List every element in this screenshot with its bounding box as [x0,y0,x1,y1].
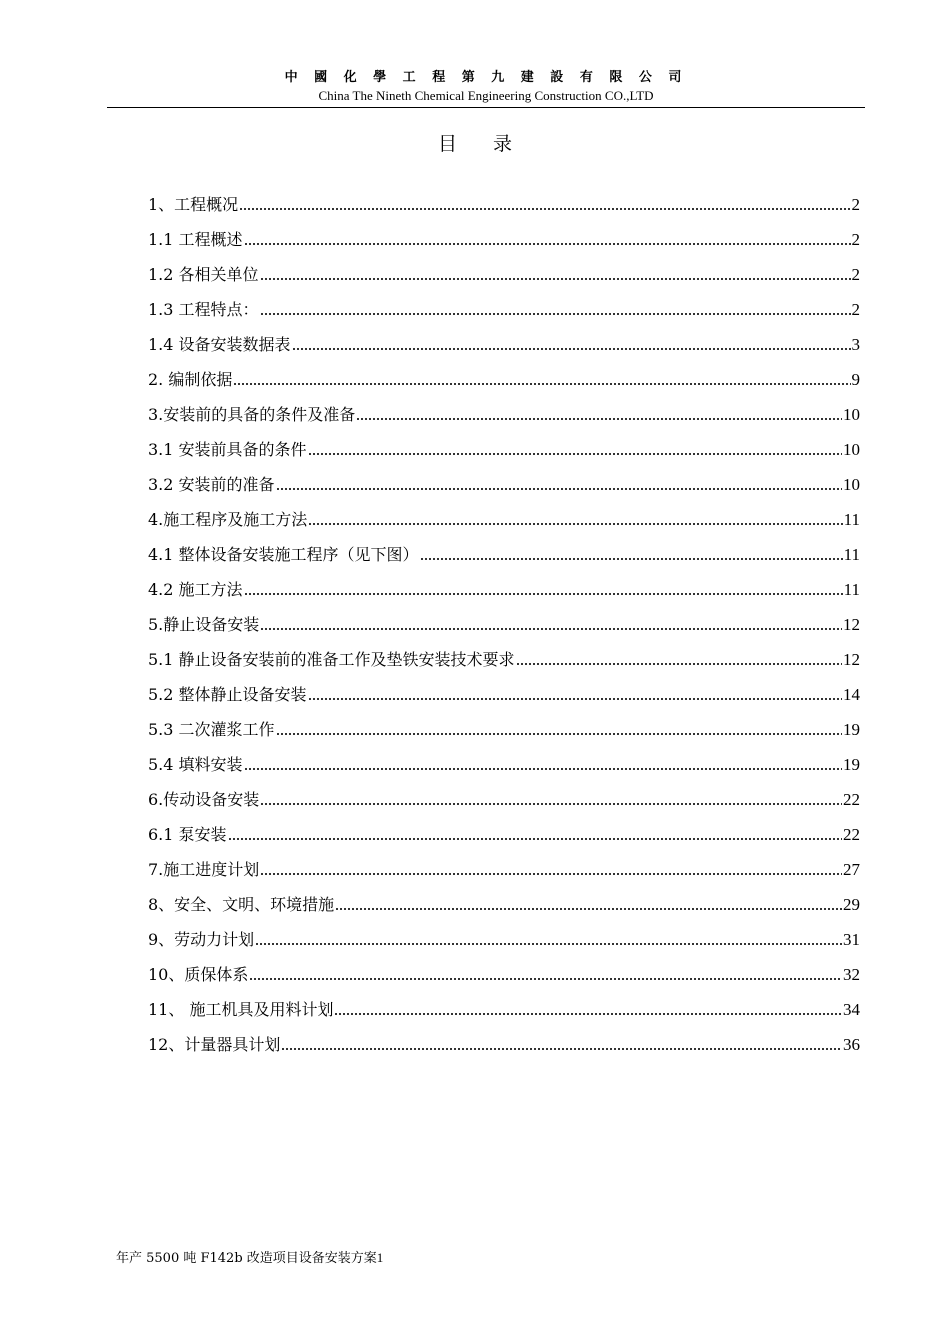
toc-entry-label: 2. 编制依据 [148,370,233,389]
toc-entry-label: 5.静止设备安装 [148,615,260,634]
toc-entry[interactable] [148,428,860,463]
toc-entry-page: 10 [843,475,860,494]
toc-entry-page: 10 [843,405,860,424]
toc-dot-leader [356,417,842,421]
toc-entry[interactable] [148,568,860,603]
company-name-en: China The Nineth Chemical Engineering Construction CO.,LTD [318,88,654,103]
toc-title: 目 录 [437,133,513,155]
toc-entry-label: 10、质保体系 [148,965,249,984]
footer-page-number: 1 [376,1250,384,1265]
toc-entry-label: 3.2 安装前的准备 [148,475,275,494]
toc-entry-page: 9 [851,370,860,389]
toc-dot-leader [244,767,842,771]
toc-entry[interactable] [148,813,860,848]
toc-entry[interactable] [148,673,860,708]
toc-entry-page: 22 [843,825,860,844]
toc-entry[interactable] [148,288,860,323]
toc-entry-page: 10 [843,440,860,459]
toc-entry-label: 4.施工程序及施工方法 [148,510,308,529]
toc-entry-page: 27 [843,860,860,879]
toc-entry[interactable] [148,778,860,813]
toc-entry[interactable] [148,358,860,393]
toc-entry[interactable] [148,953,860,988]
toc-entry-label: 5.1 静止设备安装前的准备工作及垫铁安装技术要求 [148,650,515,669]
toc-entry-label: 4.1 整体设备安装施工程序（见下图） [148,545,419,564]
toc-entry-page: 29 [843,895,860,914]
toc-entry-label: 7.施工进度计划 [148,860,260,879]
toc-entry-label: 6.1 泵安装 [148,825,227,844]
toc-entry-page: 3 [851,335,860,354]
toc-entry-page: 11 [843,545,860,564]
toc-entry-page: 2 [851,195,860,214]
toc-entry-page: 14 [843,685,860,704]
toc-entry[interactable] [148,708,860,743]
toc-entry[interactable] [148,883,860,918]
toc-entry[interactable] [148,533,860,568]
toc-entry[interactable] [148,183,860,218]
toc-dot-leader [233,382,850,386]
toc-entry-page: 34 [843,1000,860,1019]
toc-entry[interactable] [148,323,860,358]
toc-dot-leader [260,277,851,281]
toc-entry-label: 5.2 整体静止设备安装 [148,685,307,704]
toc-dot-leader [308,452,842,456]
toc-dot-leader [276,732,842,736]
toc-dot-leader [260,627,842,631]
toc-entry[interactable] [148,743,860,778]
toc-entry-label: 3.1 安装前具备的条件 [148,440,307,459]
toc-dot-leader [335,907,842,911]
toc-entry-page: 36 [843,1035,860,1054]
toc-entry[interactable] [148,218,860,253]
toc-entry-page: 32 [843,965,860,984]
toc-entry-label: 5.4 填料安装 [148,755,243,774]
toc-dot-leader [308,522,842,526]
table-of-contents [148,183,860,1058]
toc-entry[interactable] [148,1023,860,1058]
toc-entry[interactable] [148,848,860,883]
toc-entry-label: 8、安全、文明、环境措施 [148,895,335,914]
toc-entry[interactable] [148,253,860,288]
toc-entry-page: 12 [843,650,860,669]
toc-entry-label: 11、 施工机具及用料计划 [148,1000,334,1019]
page-header [107,66,865,108]
toc-entry[interactable] [148,918,860,953]
toc-dot-leader [228,837,842,841]
toc-entry-label: 5.3 二次灌浆工作 [148,720,275,739]
footer-document-title: 年产 5500 吨 F142b 改造项目设备安装方案 [116,1251,377,1266]
toc-dot-leader [308,697,842,701]
toc-entry[interactable] [148,393,860,428]
toc-dot-leader [260,872,842,876]
toc-dot-leader [334,1012,842,1016]
toc-dot-leader [260,802,842,806]
toc-dot-leader [255,942,842,946]
toc-entry-label: 9、劳动力计划 [148,930,255,949]
toc-dot-leader [292,347,851,351]
toc-dot-leader [276,487,842,491]
toc-entry[interactable] [148,498,860,533]
company-name-cn: 中 國 化 學 工 程 第 九 建 設 有 限 公 司 [284,70,688,85]
page-footer [116,1249,383,1268]
toc-dot-leader [281,1047,842,1051]
toc-entry-label: 1.4 设备安装数据表 [148,335,291,354]
toc-entry-page: 2 [851,300,860,319]
toc-entry-label: 6.传动设备安装 [148,790,260,809]
toc-dot-leader [420,557,843,561]
toc-entry[interactable] [148,638,860,673]
toc-entry-label: 4.2 施工方法 [148,580,243,599]
toc-entry-label: 12、计量器具计划 [148,1035,281,1054]
toc-entry-page: 22 [843,790,860,809]
toc-dot-leader [260,312,851,316]
toc-dot-leader [249,977,842,981]
toc-entry-page: 12 [843,615,860,634]
toc-entry[interactable] [148,463,860,498]
toc-entry-label: 1.3 工程特点： [148,300,259,319]
toc-entry-page: 19 [843,720,860,739]
toc-entry-page: 2 [851,230,860,249]
toc-entry-page: 2 [851,265,860,284]
toc-entry-page: 11 [843,580,860,599]
toc-entry[interactable] [148,988,860,1023]
toc-entry-page: 11 [843,510,860,529]
toc-entry-page: 31 [843,930,860,949]
toc-dot-leader [239,207,850,211]
toc-entry-label: 1.1 工程概述 [148,230,243,249]
toc-entry-label: 1.2 各相关单位 [148,265,259,284]
toc-entry-label: 1、工程概况 [148,195,239,214]
toc-entry-page: 19 [843,755,860,774]
toc-dot-leader [244,592,843,596]
toc-dot-leader [516,662,842,666]
toc-entry[interactable] [148,603,860,638]
toc-dot-leader [244,242,851,246]
toc-entry-label: 3.安装前的具备的条件及准备 [148,405,356,424]
